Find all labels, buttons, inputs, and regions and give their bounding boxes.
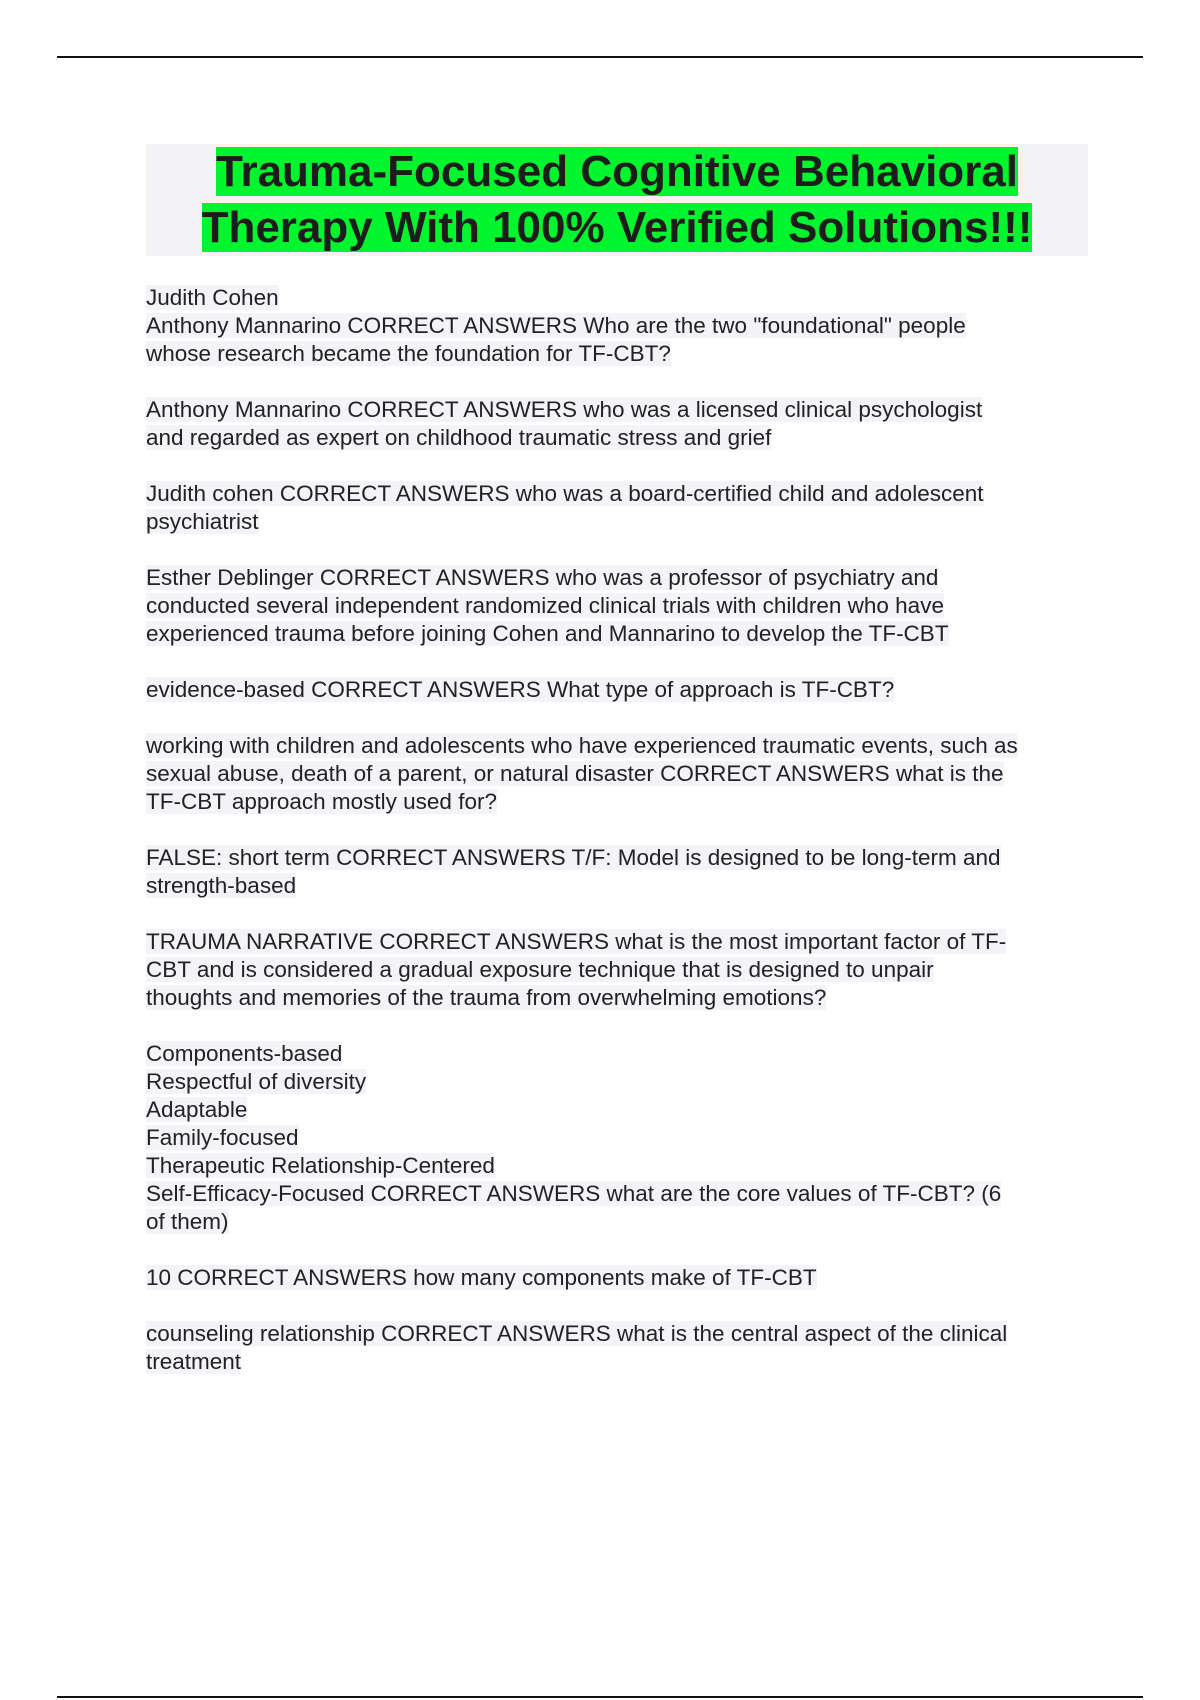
qa-entry-text: experienced trauma before joining Cohen and Mannarino to develop the TF-CBT [146,621,949,646]
header-rule [57,56,1143,58]
qa-entry [146,732,1086,816]
qa-entry-text: whose research became the foundation for TF-CBT? [146,341,671,366]
qa-entry-text: conducted several independent randomized clinical trials with children who have [146,593,944,618]
qa-entry-line [146,592,1086,620]
qa-entry-line [146,620,1086,648]
qa-entry-line [146,1152,1086,1180]
qa-entry-line [146,1208,1086,1236]
qa-entry-text: Therapeutic Relationship-Centered [146,1153,495,1178]
qa-entry-text: Self-Efficacy-Focused CORRECT ANSWERS what are the core values of TF-CBT? (6 [146,1181,1002,1206]
qa-entry-line [146,284,1086,312]
qa-entry [146,676,1086,704]
qa-entry-line [146,312,1086,340]
title-line-2: Therapy With 100% Verified Solutions!!! [201,203,1033,252]
qa-entry-line [146,480,1086,508]
qa-entry-text: Anthony Mannarino CORRECT ANSWERS Who are the two "foundational" people [146,313,966,338]
qa-entry-line [146,508,1086,536]
qa-entry-text: of them) [146,1209,229,1234]
qa-entry-text: TRAUMA NARRATIVE CORRECT ANSWERS what is the most important factor of TF- [146,929,1007,954]
qa-entry [146,480,1086,536]
qa-entry [146,1320,1086,1376]
qa-entry-line [146,424,1086,452]
qa-entry-text: Anthony Mannarino CORRECT ANSWERS who was a licensed clinical psychologist [146,397,983,422]
qa-list [146,284,1086,1404]
qa-entry-text: strength-based [146,873,297,898]
qa-entry-line [146,872,1086,900]
qa-entry-text: TF-CBT approach mostly used for? [146,789,497,814]
qa-entry-text: counseling relationship CORRECT ANSWERS what is the central aspect of the clinical [146,1321,1008,1346]
qa-entry-line [146,1180,1086,1208]
document-title [202,147,1033,252]
qa-entry-text: CBT and is considered a gradual exposure technique that is designed to unpair [146,957,934,982]
qa-entry-line [146,1124,1086,1152]
qa-entry-text: Judith cohen CORRECT ANSWERS who was a board-certified child and adolescent [146,481,984,506]
qa-entry-line [146,1096,1086,1124]
qa-entry [146,396,1086,452]
qa-entry [146,1264,1086,1292]
qa-entry-line [146,1068,1086,1096]
qa-entry-line [146,564,1086,592]
qa-entry-line [146,676,1086,704]
qa-entry-text: treatment [146,1349,242,1374]
qa-entry-text: evidence-based CORRECT ANSWERS What type of approach is TF-CBT? [146,677,895,702]
qa-entry-line [146,1348,1086,1376]
qa-entry-line [146,396,1086,424]
qa-entry [146,564,1086,648]
qa-entry-line [146,928,1086,956]
qa-entry-text: Esther Deblinger CORRECT ANSWERS who was a professor of psychiatry and [146,565,939,590]
qa-entry-text: psychiatrist [146,509,259,534]
qa-entry-text: Components-based [146,1041,343,1066]
qa-entry-line [146,984,1086,1012]
qa-entry [146,1040,1086,1236]
qa-entry-line [146,788,1086,816]
qa-entry-text: sexual abuse, death of a parent, or natural disaster CORRECT ANSWERS what is the [146,761,1004,786]
qa-entry-text: and regarded as expert on childhood traumatic stress and grief [146,425,772,450]
qa-entry-line [146,844,1086,872]
qa-entry-line [146,1264,1086,1292]
qa-entry-text: Adaptable [146,1097,248,1122]
qa-entry-line [146,956,1086,984]
qa-entry-text: FALSE: short term CORRECT ANSWERS T/F: Model is designed to be long-term and [146,845,1001,870]
qa-entry-line [146,760,1086,788]
qa-entry-line [146,340,1086,368]
qa-entry-text: 10 CORRECT ANSWERS how many components make of TF-CBT [146,1265,817,1290]
footer-rule [57,1696,1143,1698]
qa-entry-text: thoughts and memories of the trauma from overwhelming emotions? [146,985,827,1010]
qa-entry-line [146,1320,1086,1348]
title-line-1: Trauma-Focused Cognitive Behavioral [216,147,1018,196]
qa-entry-text: Judith Cohen [146,285,279,310]
qa-entry [146,844,1086,900]
qa-entry [146,284,1086,368]
qa-entry-text: working with children and adolescents who have experienced traumatic events, such as [146,733,1018,758]
qa-entry-line [146,732,1086,760]
qa-entry-text: Family-focused [146,1125,299,1150]
title-block [146,144,1088,256]
qa-entry-text: Respectful of diversity [146,1069,367,1094]
qa-entry-line [146,1040,1086,1068]
qa-entry [146,928,1086,1012]
